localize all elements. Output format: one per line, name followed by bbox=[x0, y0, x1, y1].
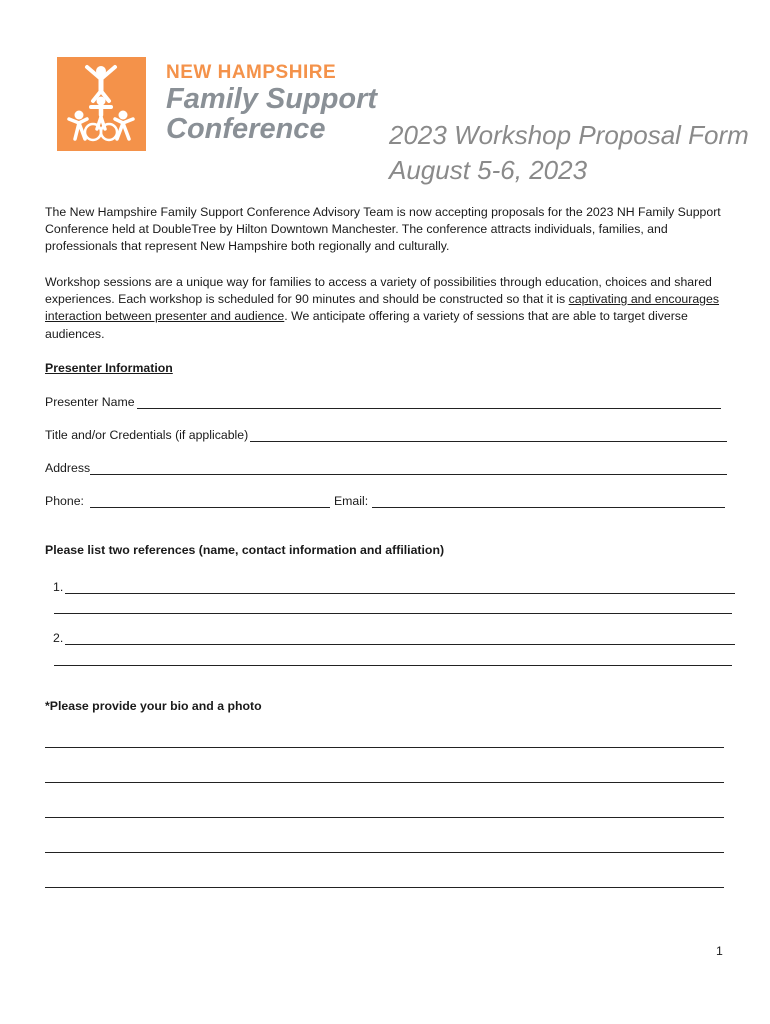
address-label: Address bbox=[45, 461, 91, 475]
bio-heading: *Please provide your bio and a photo bbox=[45, 699, 262, 713]
phone-field[interactable] bbox=[90, 495, 330, 508]
intro-p2-text: Workshop sessions are a unique way for families to access a variety of possibilities through education, choices and shared experiences. Each workshop is scheduled for 90 minutes and should be constructed so that it is bbox=[45, 275, 712, 307]
form-title-line-1: 2023 Workshop Proposal Form bbox=[389, 120, 749, 150]
reference-1-number: 1. bbox=[53, 580, 64, 594]
presenter-name-field[interactable] bbox=[137, 396, 721, 409]
reference-2-line-2[interactable] bbox=[54, 664, 732, 666]
form-title-line-2: August 5-6, 2023 bbox=[389, 155, 588, 185]
title-credentials-row bbox=[45, 426, 727, 442]
reference-1-field[interactable] bbox=[65, 581, 735, 594]
intro-paragraph-2 bbox=[45, 274, 725, 343]
phone-label: Phone: bbox=[45, 494, 84, 508]
logo-line-2: Conference bbox=[166, 113, 326, 145]
title-credentials-field[interactable] bbox=[250, 429, 727, 442]
email-field[interactable] bbox=[372, 495, 725, 508]
bio-line-3[interactable] bbox=[45, 816, 724, 818]
logo-line-1: Family Support bbox=[166, 83, 378, 115]
references-heading: Please list two references (name, contact information and affiliation) bbox=[45, 543, 445, 557]
family-pyramid-icon bbox=[57, 57, 146, 151]
email-label: Email: bbox=[333, 494, 369, 508]
title-credentials-label: Title and/or Credentials (if applicable) bbox=[45, 428, 249, 442]
logo-mark bbox=[57, 57, 146, 151]
logo-wordmark bbox=[166, 62, 377, 144]
page-number: 1 bbox=[716, 944, 723, 958]
presenter-name-row bbox=[45, 393, 721, 409]
address-row bbox=[45, 459, 727, 475]
bio-line-2[interactable] bbox=[45, 781, 724, 783]
intro-p2-emphasis: captivating and encourages interaction between presenter and audience bbox=[45, 292, 720, 324]
intro-paragraph-1: The New Hampshire Family Support Conference Advisory Team is now accepting proposals for the 2023 NH Family Support Conference held at DoubleTree by Hilton Downtown Manchester. The conference attracts individuals, families, and professionals that represent New Hampshire both regionally and culturally. bbox=[45, 205, 721, 254]
address-field[interactable] bbox=[90, 462, 727, 475]
reference-2-field[interactable] bbox=[65, 632, 735, 645]
reference-1-row bbox=[45, 578, 735, 594]
reference-2-row bbox=[45, 629, 735, 645]
presenter-name-label: Presenter Name bbox=[45, 395, 135, 409]
reference-2-number: 2. bbox=[53, 631, 64, 645]
bio-line-1[interactable] bbox=[45, 746, 724, 748]
phone-email-row bbox=[45, 492, 725, 508]
form-title bbox=[389, 118, 749, 188]
bio-line-5[interactable] bbox=[45, 886, 724, 888]
presenter-heading: Presenter Information bbox=[45, 361, 173, 375]
bio-line-4[interactable] bbox=[45, 851, 724, 853]
reference-1-line-2[interactable] bbox=[54, 612, 732, 614]
logo-state: NEW HAMPSHIRE bbox=[166, 62, 337, 83]
intro-p2-end: . We anticipate offering a variety of sessions that are able to target diverse audiences. bbox=[45, 309, 688, 341]
